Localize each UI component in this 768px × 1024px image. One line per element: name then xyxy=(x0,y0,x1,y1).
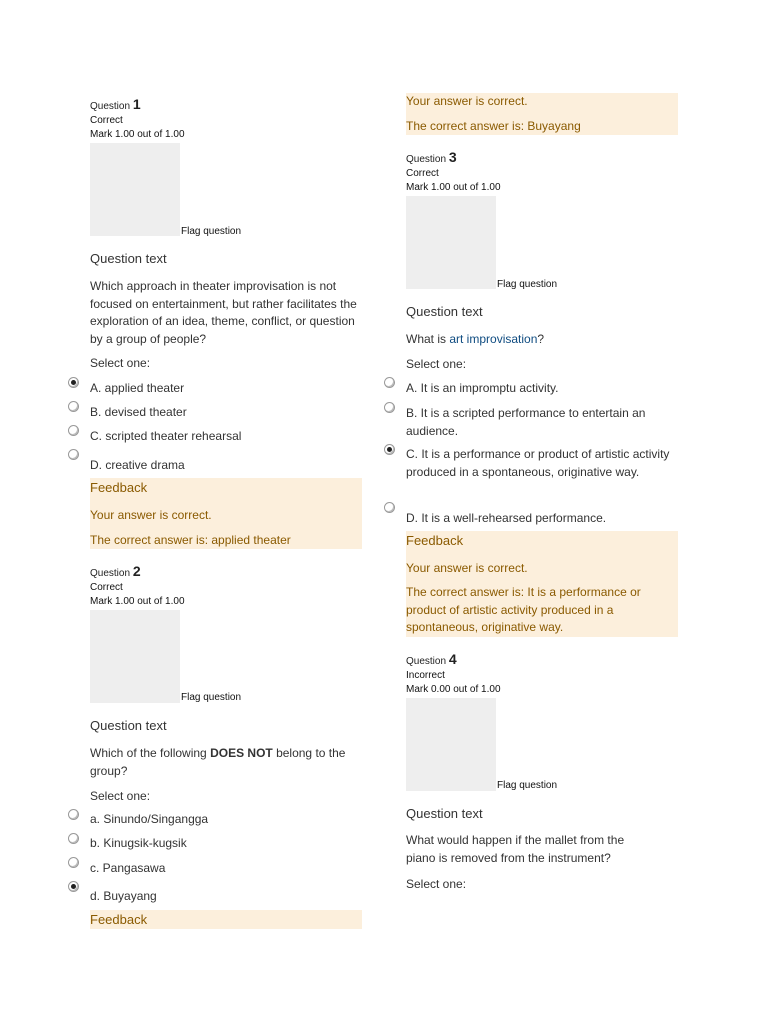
question-2-status: Correct xyxy=(90,582,123,593)
radio-option-c[interactable] xyxy=(68,425,79,436)
feedback-correct: Your answer is correct. xyxy=(406,561,528,575)
radio-option-d[interactable] xyxy=(68,881,79,892)
option-d-label[interactable]: d. Buyayang xyxy=(90,889,157,903)
option-b-label[interactable]: B. It is a scripted performance to entertain an audience. xyxy=(406,406,646,438)
flag-question-link[interactable]: Flag question xyxy=(181,692,242,703)
option-b-label[interactable]: B. devised theater xyxy=(90,405,187,419)
flag-icon[interactable] xyxy=(90,610,180,703)
question-1-status: Correct xyxy=(90,115,123,126)
radio-option-b[interactable] xyxy=(68,833,79,844)
question-label: Question xyxy=(406,656,447,667)
question-1-heading xyxy=(90,96,141,112)
question-text-heading: Question text xyxy=(406,304,483,319)
option-b-label[interactable]: b. Kinugsik-kugsik xyxy=(90,836,187,850)
radio-option-a[interactable] xyxy=(68,809,79,820)
select-one-label: Select one: xyxy=(406,357,467,371)
question-1-feedback xyxy=(90,478,362,549)
radio-option-a[interactable] xyxy=(384,377,395,388)
option-d-label[interactable]: D. creative drama xyxy=(90,458,185,472)
question-2-feedback xyxy=(90,910,362,929)
radio-option-d[interactable] xyxy=(384,502,395,513)
question-number: 2 xyxy=(132,563,141,579)
question-2-text-pre: Which of the following xyxy=(90,746,211,760)
option-a-label[interactable]: A. applied theater xyxy=(90,381,185,395)
feedback-correct: Your answer is correct. xyxy=(90,508,212,522)
question-3-heading xyxy=(406,149,457,165)
question-label: Question xyxy=(90,568,131,579)
question-number: 3 xyxy=(448,149,457,165)
question-3-text-pre: What is xyxy=(406,332,450,346)
feedback-correct-answer: The correct answer is: Buyayang xyxy=(406,119,581,133)
select-one-label: Select one: xyxy=(406,877,467,891)
option-d-label[interactable]: D. It is a well-rehearsed performance. xyxy=(406,511,607,525)
flag-question-link[interactable]: Flag question xyxy=(497,780,558,791)
radio-option-a[interactable] xyxy=(68,377,79,388)
question-2-text-bold: DOES NOT xyxy=(210,746,273,760)
question-text-heading: Question text xyxy=(406,806,483,821)
feedback-heading: Feedback xyxy=(90,912,148,927)
flag-icon[interactable] xyxy=(406,698,496,791)
question-text-heading: Question text xyxy=(90,718,167,733)
question-2-text xyxy=(90,745,362,780)
question-2-heading xyxy=(90,563,141,579)
question-text-heading: Question text xyxy=(90,251,167,266)
question-4-heading xyxy=(406,651,457,667)
option-a-label[interactable]: a. Sinundo/Singangga xyxy=(90,812,209,826)
flag-icon[interactable] xyxy=(90,143,180,236)
radio-option-c[interactable] xyxy=(384,444,395,455)
question-4-mark: Mark 0.00 out of 1.00 xyxy=(406,684,501,695)
question-3-feedback xyxy=(406,531,678,637)
question-3-text xyxy=(406,331,544,349)
question-number: 4 xyxy=(448,651,457,667)
radio-option-d[interactable] xyxy=(68,449,79,460)
select-one-label: Select one: xyxy=(90,356,151,370)
question-3-mark: Mark 1.00 out of 1.00 xyxy=(406,182,501,193)
select-one-label: Select one: xyxy=(90,789,151,803)
question-2-mark: Mark 1.00 out of 1.00 xyxy=(90,596,185,607)
question-2-text-post: belong to the group? xyxy=(90,746,346,778)
question-4-status: Incorrect xyxy=(406,670,445,681)
radio-option-c[interactable] xyxy=(68,857,79,868)
art-improvisation-link[interactable]: art improvisation xyxy=(449,332,538,346)
flag-question-link[interactable]: Flag question xyxy=(181,226,242,237)
feedback-correct-answer: The correct answer is: It is a performance or product of artistic activity produced in a spontaneous, originative way. xyxy=(406,585,641,634)
question-1-text: Which approach in theater improvisation is not focused on entertainment, but rather facilitates the exploration of an idea, theme, conflict, or question by a group of people? xyxy=(90,279,357,346)
question-4-text: What would happen if the mallet from the piano is removed from the instrument? xyxy=(406,833,625,865)
feedback-heading: Feedback xyxy=(90,480,148,495)
option-c-label[interactable]: c. Pangasawa xyxy=(90,861,166,875)
question-label: Question xyxy=(90,101,131,112)
question-3-status: Correct xyxy=(406,168,439,179)
option-c-label[interactable]: C. It is a performance or product of artistic activity produced in a spontaneous, originative way. xyxy=(406,447,670,479)
option-c-label[interactable]: C. scripted theater rehearsal xyxy=(90,429,242,443)
question-1-mark: Mark 1.00 out of 1.00 xyxy=(90,129,185,140)
question-number: 1 xyxy=(132,96,141,112)
question-3-text-post: ? xyxy=(537,332,545,346)
flag-question-link[interactable]: Flag question xyxy=(497,279,558,290)
feedback-correct: Your answer is correct. xyxy=(406,94,528,108)
feedback-heading: Feedback xyxy=(406,533,464,548)
question-label: Question xyxy=(406,154,447,165)
radio-option-b[interactable] xyxy=(384,402,395,413)
radio-option-b[interactable] xyxy=(68,401,79,412)
question-2-feedback-continued xyxy=(406,93,678,135)
feedback-correct-answer: The correct answer is: applied theater xyxy=(90,533,291,547)
option-a-label[interactable]: A. It is an impromptu activity. xyxy=(406,381,559,395)
flag-icon[interactable] xyxy=(406,196,496,289)
